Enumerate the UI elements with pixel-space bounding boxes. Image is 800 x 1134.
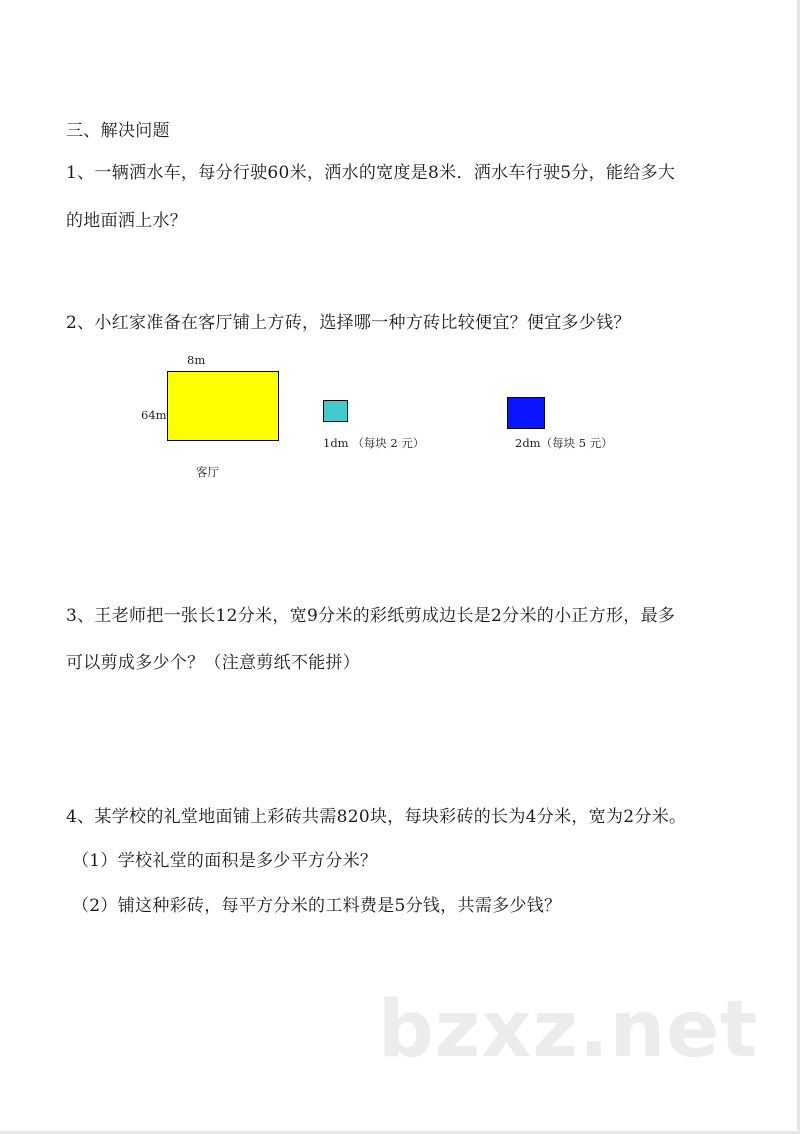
question-1-line-2: 的地面洒上水？ (66, 211, 188, 231)
small-tile-square (323, 400, 348, 422)
question-2-line-1: 2、小红家准备在客厅铺上方砖，选择哪一种方砖比较便宜？便宜多少钱？ (66, 313, 631, 333)
room-height-label: 64m (141, 408, 167, 422)
section-heading: 三、解决问题 (66, 121, 170, 141)
question-4-line-1: 4、某学校的礼堂地面铺上彩砖共需820块，每块彩砖的长为4分米，宽为2分米。 (66, 807, 687, 827)
large-tile-label: 2dm（每块 5 元） (515, 436, 613, 450)
question-4-sub-2: （2）铺这种彩砖，每平方分米的工料费是5分钱，共需多少钱？ (72, 896, 562, 916)
question-3-line-2: 可以剪成多少个？（注意剪纸不能拼） (66, 653, 361, 673)
question-3-line-1: 3、王老师把一张长12分米，宽9分米的彩纸剪成边长是2分米的小正方形，最多 (66, 606, 676, 626)
question-4-sub-1: （1）学校礼堂的面积是多少平方分米？ (72, 851, 378, 871)
living-room-rectangle (167, 371, 279, 441)
small-tile-label: 1dm （每块 2 元） (323, 436, 425, 450)
room-width-label: 8m (187, 353, 206, 367)
watermark-logo: bzxz.net (378, 985, 759, 1075)
living-room-label: 客厅 (196, 465, 219, 479)
question-1-line-1: 1、一辆洒水车，每分行驶60米，洒水的宽度是8米．洒水车行驶5分，能给多大 (66, 163, 676, 183)
large-tile-square (507, 397, 545, 429)
